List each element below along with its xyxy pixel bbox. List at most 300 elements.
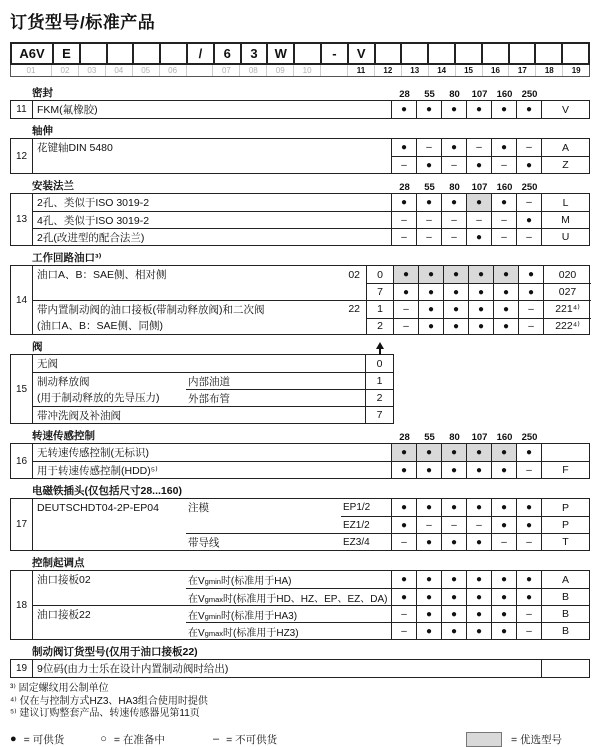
availability-cell: ●	[491, 444, 516, 461]
row-desc: 4孔、类似于ISO 3019-2	[37, 214, 150, 227]
row-number: 11	[11, 101, 33, 118]
row-number: 16	[11, 444, 33, 478]
availability-cell: –	[416, 229, 441, 245]
row-desc: 带冲洗阀及补油阀	[37, 409, 121, 422]
section-title: 电磁铁插头(仅包括尺寸28...160)	[32, 485, 182, 497]
availability-cell: ●	[466, 444, 491, 461]
availability-cell: –	[416, 212, 441, 228]
position-number: 04	[105, 65, 132, 76]
availability-cell: –	[393, 301, 418, 318]
model-code-cell: E	[52, 44, 79, 63]
table-row	[11, 660, 589, 677]
availability-cell: ●	[491, 571, 516, 588]
sub-code-cell: 0	[377, 268, 383, 281]
model-code-cell	[534, 44, 561, 63]
row-desc: 花键轴DIN 5480	[37, 142, 113, 154]
position-number: 06	[159, 65, 186, 76]
availability-cell: –	[441, 229, 466, 245]
row-desc: 制动释放阀	[37, 375, 90, 388]
section-seal	[10, 86, 590, 119]
section-title: 密封	[32, 87, 53, 99]
spec-table	[10, 354, 394, 424]
availability-cell: ●	[416, 101, 441, 118]
row-number: 13	[11, 194, 33, 245]
availability-cell: ●	[518, 283, 543, 300]
table-row	[33, 533, 589, 550]
position-number: 07	[212, 65, 239, 76]
availability-cell: –	[491, 212, 516, 228]
availability-cell: ●	[416, 499, 441, 516]
availability-cell: ●	[468, 301, 493, 318]
legend-preferred	[466, 732, 562, 747]
availability-cell: ●	[491, 194, 516, 211]
variant-label: EZ1/2	[341, 516, 391, 533]
availability-cell: ●	[441, 533, 466, 550]
row-number: 14	[11, 266, 33, 334]
availability-cell: –	[466, 139, 491, 156]
row-desc: (用于制动释放的先导压力)	[37, 392, 160, 404]
availability-cell: ●	[416, 444, 441, 461]
footnote: ⁵⁾ 建议订购整套产品、转速传感器见第11页	[10, 708, 200, 719]
row-number: 15	[11, 355, 33, 423]
dash-icon: –	[212, 733, 220, 745]
row-desc: 9位码(由力士乐在设计内置制动阀时给出)	[37, 663, 229, 675]
availability-cell: ●	[491, 101, 516, 118]
availability-cell: –	[441, 156, 466, 173]
code-cell: 020	[543, 266, 591, 283]
spec-table	[10, 265, 590, 335]
availability-cell: ●	[418, 266, 443, 283]
position-number: 03	[78, 65, 105, 76]
position-number: 19	[562, 65, 589, 76]
availability-cell: ●	[493, 266, 518, 283]
legend-available	[10, 732, 64, 747]
availability-cell: ●	[391, 571, 416, 588]
table-row	[33, 228, 589, 245]
model-code-cell: A6V	[19, 46, 45, 61]
section-speed-sensing	[10, 429, 590, 479]
circle-icon: ○	[100, 733, 107, 745]
row-sub-desc: 注模	[188, 502, 209, 514]
table-row	[33, 194, 589, 211]
size-header: 28 55 80 107 160 250	[399, 432, 538, 443]
availability-cell: ●	[391, 194, 416, 211]
availability-cell: ●	[416, 622, 441, 639]
code-cell: 7	[365, 407, 393, 423]
section-title: 控制起调点	[32, 557, 85, 569]
availability-cell: ●	[391, 516, 416, 533]
availability-cell: ●	[491, 622, 516, 639]
table-row	[33, 444, 589, 461]
position-number: 09	[266, 65, 293, 76]
row-sub-desc: 在V gmin 时(标准用于HA)	[188, 576, 292, 587]
availability-cell: ●	[516, 588, 541, 605]
availability-cell: ●	[491, 462, 516, 478]
row-sub-desc	[186, 516, 341, 533]
row-sub-desc: 在V gmax 时(标准用于HZ3)	[186, 622, 391, 639]
port-group	[33, 300, 591, 334]
availability-cell: ●	[441, 571, 466, 588]
availability-cell: ●	[468, 318, 493, 335]
table-row	[33, 516, 589, 533]
table-row	[367, 283, 591, 300]
row-desc: 带内置制动阀的油口接板(带制动释放阀)和二次阀	[37, 303, 265, 316]
row-desc: 无阀	[37, 358, 58, 370]
availability-cell: –	[391, 622, 416, 639]
model-code-cell: 3	[240, 44, 267, 63]
code-cell: B	[541, 588, 589, 605]
model-code-cell: W	[266, 44, 293, 63]
availability-cell: ●	[516, 571, 541, 588]
table-row	[33, 355, 393, 372]
spec-table	[10, 659, 590, 678]
code-cell: L	[541, 194, 589, 211]
table-row	[367, 301, 591, 318]
model-code-cell: V	[347, 44, 374, 63]
row-sub-desc: 带导线	[186, 533, 341, 550]
row-desc: 用于转速传感控制(HDD)⁵⁾	[37, 464, 158, 477]
legend-label: = 不可供货	[226, 733, 278, 746]
section-control-start	[10, 556, 590, 640]
row-desc	[33, 283, 366, 300]
availability-cell: ●	[441, 622, 466, 639]
code-cell: T	[541, 533, 589, 550]
availability-cell: ●	[391, 444, 416, 461]
table-row	[11, 101, 589, 118]
availability-cell: ●	[391, 101, 416, 118]
model-code-cell	[293, 44, 320, 63]
availability-cell: ●	[416, 462, 441, 478]
position-number: 17	[508, 65, 535, 76]
spec-table	[10, 498, 590, 551]
table-row	[33, 499, 589, 516]
availability-cell: ●	[393, 283, 418, 300]
availability-cell: –	[391, 533, 416, 550]
position-number	[186, 65, 213, 76]
variant-label: EP1/2	[343, 502, 371, 513]
table-row	[33, 461, 589, 478]
model-code-row	[10, 42, 590, 65]
availability-cell: ●	[466, 606, 491, 622]
legend-label: = 优选型号	[510, 733, 562, 746]
spec-table	[10, 443, 590, 479]
table-row	[33, 622, 589, 639]
availability-cell: –	[391, 156, 416, 173]
size-header: 28 55 80 107 160 250	[399, 89, 538, 100]
row-sub-desc: 外部布管	[186, 389, 365, 406]
availability-cell: ●	[418, 318, 443, 335]
availability-cell: ●	[391, 588, 416, 605]
code-cell: A	[541, 571, 589, 588]
position-number	[320, 65, 347, 76]
position-number: 12	[374, 65, 401, 76]
availability-cell: –	[491, 156, 516, 173]
availability-cell: ●	[443, 301, 468, 318]
table-row	[33, 605, 589, 622]
availability-cell: –	[491, 533, 516, 550]
availability-cell: ●	[466, 156, 491, 173]
position-number-row	[10, 65, 590, 77]
section-shaft-end	[10, 124, 590, 174]
code-cell: 2	[365, 389, 393, 406]
code-cell: 1	[365, 373, 393, 389]
row-sub-desc: 在V gmax 时(标准用于HD、HZ、EP、EZ、DA)	[186, 588, 391, 605]
section-title: 阀	[32, 341, 43, 353]
row-sub-desc: 内部油道	[188, 375, 230, 388]
group-code-label: 22	[348, 303, 360, 316]
code-cell: M	[541, 212, 589, 228]
size-header: 28 55 80 107 160 250	[399, 182, 538, 193]
position-number: 08	[239, 65, 266, 76]
position-number: 05	[132, 65, 159, 76]
row-desc: 油口接板02	[37, 574, 91, 586]
code-cell: F	[541, 462, 589, 478]
section-solenoid-plug	[10, 484, 590, 551]
availability-cell: ●	[466, 588, 491, 605]
availability-cell: ●	[466, 499, 491, 516]
model-code-cell	[159, 44, 186, 63]
table-row	[33, 389, 393, 406]
legend	[10, 732, 590, 747]
availability-cell: ●	[491, 139, 516, 156]
availability-cell: ●	[441, 588, 466, 605]
section-brake-valve-code	[10, 645, 590, 678]
availability-cell: –	[391, 212, 416, 228]
availability-cell: ●	[466, 194, 491, 211]
model-code-cell: 6	[213, 44, 240, 63]
availability-cell: ●	[516, 444, 541, 461]
availability-cell: ●	[391, 462, 416, 478]
position-number: 11	[347, 65, 374, 76]
section-title: 安装法兰	[32, 180, 74, 192]
model-code-cell	[481, 44, 508, 63]
availability-cell: ●	[516, 212, 541, 228]
availability-cell: ●	[441, 444, 466, 461]
availability-cell: ●	[441, 194, 466, 211]
availability-cell: ●	[491, 499, 516, 516]
row-desc: 2孔、类似于ISO 3019-2	[37, 197, 150, 209]
row-desc: 油口接板22	[37, 608, 91, 621]
row-desc	[33, 622, 186, 639]
model-code-cell: -	[320, 44, 347, 63]
availability-cell: ●	[393, 266, 418, 283]
position-number: 13	[401, 65, 428, 76]
row-number: 12	[11, 139, 33, 173]
availability-cell: ●	[493, 283, 518, 300]
legend-unavailable	[213, 732, 277, 747]
row-number: 18	[11, 571, 33, 639]
section-title: 转速传感控制	[32, 430, 95, 442]
availability-cell: ●	[441, 101, 466, 118]
availability-cell: ●	[416, 156, 441, 173]
availability-cell: –	[491, 229, 516, 245]
row-desc: FKM(氟橡胶)	[37, 104, 98, 116]
code-cell: U	[541, 229, 589, 245]
page-title: 订货型号/标准产品	[10, 13, 156, 32]
availability-cell: ●	[466, 571, 491, 588]
position-number: 15	[455, 65, 482, 76]
footnote: ³⁾ 固定螺纹用公制单位	[10, 683, 109, 694]
legend-label: = 可供货	[23, 733, 65, 746]
position-number: 14	[428, 65, 455, 76]
model-code-cell	[79, 44, 106, 63]
position-number: 16	[482, 65, 509, 76]
table-row	[367, 318, 591, 335]
spec-table	[10, 193, 590, 246]
availability-cell: ●	[491, 516, 516, 533]
table-row	[33, 156, 589, 173]
availability-cell: ●	[418, 301, 443, 318]
availability-cell: ●	[466, 462, 491, 478]
code-cell: V	[541, 101, 589, 118]
availability-cell: –	[391, 229, 416, 245]
row-desc: 无转速传感控制(无标识)	[37, 447, 149, 459]
availability-cell: ●	[493, 301, 518, 318]
section-mounting-flange	[10, 179, 590, 246]
code-cell: 222⁴⁾	[543, 318, 591, 335]
availability-cell: ●	[441, 499, 466, 516]
up-arrow-icon	[375, 342, 385, 355]
dot-icon: ●	[10, 733, 17, 745]
availability-cell: ●	[391, 499, 416, 516]
code-cell: Z	[541, 156, 589, 173]
position-number: 18	[535, 65, 562, 76]
row-desc: (油口A、B：SAE侧、同侧)	[37, 320, 164, 333]
availability-cell: ●	[466, 101, 491, 118]
availability-cell: –	[466, 212, 491, 228]
variant-label: EZ3/4	[341, 533, 391, 550]
availability-cell: –	[516, 139, 541, 156]
availability-cell: ●	[416, 606, 441, 622]
availability-cell: ●	[441, 462, 466, 478]
availability-cell: –	[518, 301, 543, 318]
model-code-cell	[508, 44, 535, 63]
section-working-ports	[10, 251, 590, 335]
row-desc: 油口A、B：SAE侧、相对侧	[37, 269, 167, 281]
table-row	[33, 571, 589, 588]
table-row	[33, 588, 589, 605]
availability-cell: ●	[468, 283, 493, 300]
model-code-cell	[454, 44, 481, 63]
table-row	[33, 139, 589, 156]
model-code-cell	[374, 44, 401, 63]
code-cell: P	[541, 516, 589, 533]
availability-cell: –	[516, 533, 541, 550]
legend-preparing	[100, 732, 165, 747]
code-cell	[541, 444, 589, 461]
model-code-cell	[400, 44, 427, 63]
availability-cell: –	[391, 606, 416, 622]
code-cell: 0	[365, 355, 393, 372]
legend-label: = 在准备中	[113, 733, 165, 746]
section-valve	[10, 340, 590, 424]
availability-cell: ●	[516, 156, 541, 173]
availability-cell: ●	[391, 139, 416, 156]
group-code-label: 02	[348, 268, 360, 281]
row-number: 19	[11, 660, 33, 677]
sub-code-cell: 2	[367, 318, 393, 335]
position-number: 02	[51, 65, 78, 76]
availability-cell: –	[516, 622, 541, 639]
availability-cell: –	[516, 194, 541, 211]
code-cell: A	[541, 139, 589, 156]
row-desc	[33, 588, 186, 605]
availability-cell: ●	[443, 318, 468, 335]
position-number: 01	[26, 66, 36, 75]
footnote: ⁴⁾ 仅在与控制方式HZ3、HA3组合使用时提供	[10, 695, 208, 707]
availability-cell: –	[516, 462, 541, 478]
model-code-cell	[106, 44, 133, 63]
model-code-cell	[561, 44, 588, 63]
table-row	[33, 406, 393, 423]
availability-cell: ●	[418, 283, 443, 300]
code-cell: 027	[543, 283, 591, 300]
availability-cell: ●	[516, 499, 541, 516]
availability-cell: ●	[443, 266, 468, 283]
code-cell: B	[541, 606, 589, 622]
availability-cell: –	[516, 606, 541, 622]
availability-cell: ●	[416, 571, 441, 588]
section-title: 轴伸	[32, 125, 53, 137]
port-group	[33, 266, 591, 300]
model-code-cell	[427, 44, 454, 63]
availability-cell: ●	[493, 318, 518, 335]
availability-cell: ●	[443, 283, 468, 300]
availability-cell: ●	[441, 606, 466, 622]
position-number: 10	[293, 65, 320, 76]
availability-cell: –	[518, 318, 543, 335]
spec-table	[10, 138, 590, 174]
table-row	[367, 266, 591, 283]
availability-cell: ●	[466, 533, 491, 550]
availability-cell: ●	[468, 266, 493, 283]
availability-cell: ●	[491, 588, 516, 605]
availability-cell: ●	[491, 606, 516, 622]
model-code-cell: /	[186, 44, 213, 63]
availability-cell: ●	[466, 622, 491, 639]
preferred-swatch	[466, 732, 502, 747]
availability-cell: ●	[516, 516, 541, 533]
table-row	[33, 372, 393, 389]
availability-cell: –	[393, 318, 418, 335]
availability-cell: –	[416, 516, 441, 533]
availability-cell: –	[441, 212, 466, 228]
availability-cell: –	[416, 139, 441, 156]
availability-cell: –	[466, 516, 491, 533]
availability-cell: ●	[441, 139, 466, 156]
spec-table	[10, 100, 590, 119]
code-cell: B	[541, 622, 589, 639]
sub-code-cell: 7	[367, 283, 393, 300]
availability-cell: ●	[416, 533, 441, 550]
sub-code-cell: 1	[377, 303, 383, 316]
row-sub-desc: 在V gmin 时(标准用于HA3)	[188, 610, 298, 622]
availability-cell: ●	[466, 229, 491, 245]
code-cell: P	[541, 499, 589, 516]
availability-cell: ●	[518, 266, 543, 283]
section-title: 制动阀订货型号(仅用于油口接板22)	[32, 646, 198, 658]
code-cell: 221⁴⁾	[543, 301, 591, 318]
availability-cell: –	[516, 229, 541, 245]
table-row	[33, 211, 589, 228]
availability-cell: ●	[516, 101, 541, 118]
row-desc: 2孔(改进型的配合法兰)	[37, 231, 145, 244]
row-number: 17	[11, 499, 33, 550]
footnotes	[10, 683, 590, 721]
spec-table	[10, 570, 590, 640]
availability-cell: ●	[416, 588, 441, 605]
code-cell	[541, 660, 589, 677]
